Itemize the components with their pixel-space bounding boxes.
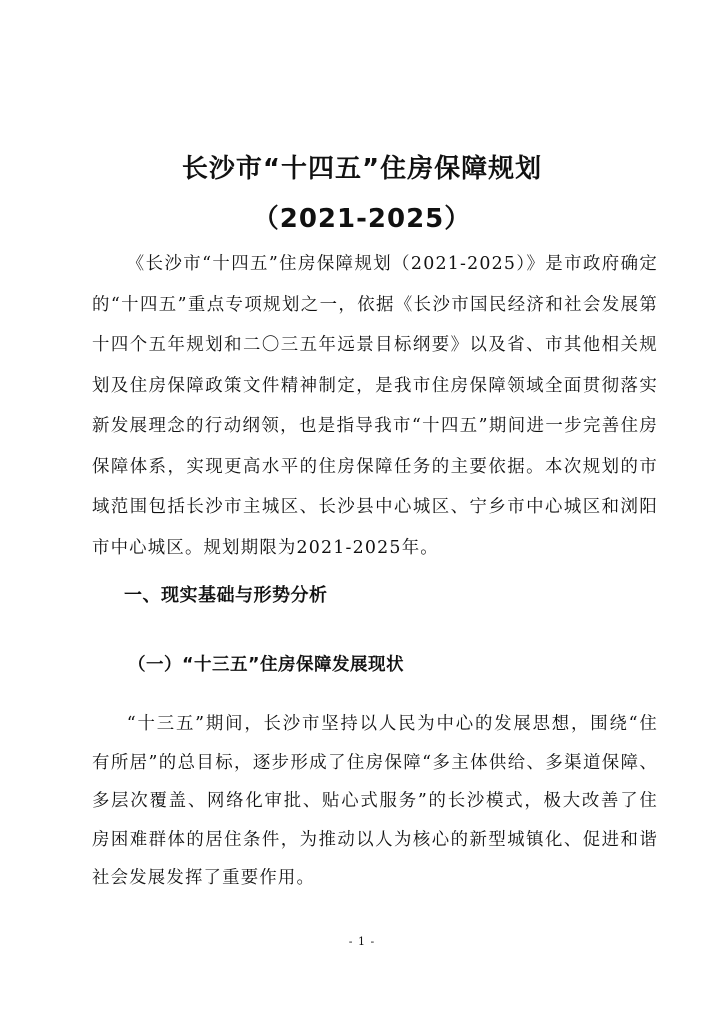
intro-paragraph: 《长沙市“十四五”住房保障规划（2021-2025）》是市政府确定的“十四五”重点专项规划之一，依据《长沙市国民经济和社会发展第十四个五年规划和二〇三五年远景目标纲要》以及省、市其他相关规划及住房保障政策文件精神制定，是我市住房保障领域全面贯彻落实新发展理念的行动纲领，也是指导我市“十四五”期间进一步完善住房保障体系，实现更高水平的住房保障任务的主要依据。本次规划的市域范围包括长沙市主城区、长沙县中心城区、宁乡市中心城区和浏阳市中心城区。规划期限为2021-2025年。 (92, 254, 658, 558)
body-paragraph: “十三五”期间，长沙市坚持以人民为中心的发展思想，围绕“住有所居”的总目标，逐步形成了住房保障“多主体供给、多渠道保障、多层次覆盖、网络化审批、贴心式服务”的长沙模式，极大改善了住房困难群体的居住条件，为推动以人为核心的新型城镇化、促进和谐社会发展发挥了重要作用。 (92, 714, 658, 888)
subsection-heading: （一）“十三五”住房保障发展现状 (128, 655, 405, 675)
document-title: 长沙市“十四五”住房保障规划 (181, 154, 543, 184)
page-number: - 1 - (348, 935, 376, 948)
document-subtitle: （2021-2025） (252, 204, 472, 234)
section-heading: 一、现实基础与形势分析 (124, 585, 328, 606)
